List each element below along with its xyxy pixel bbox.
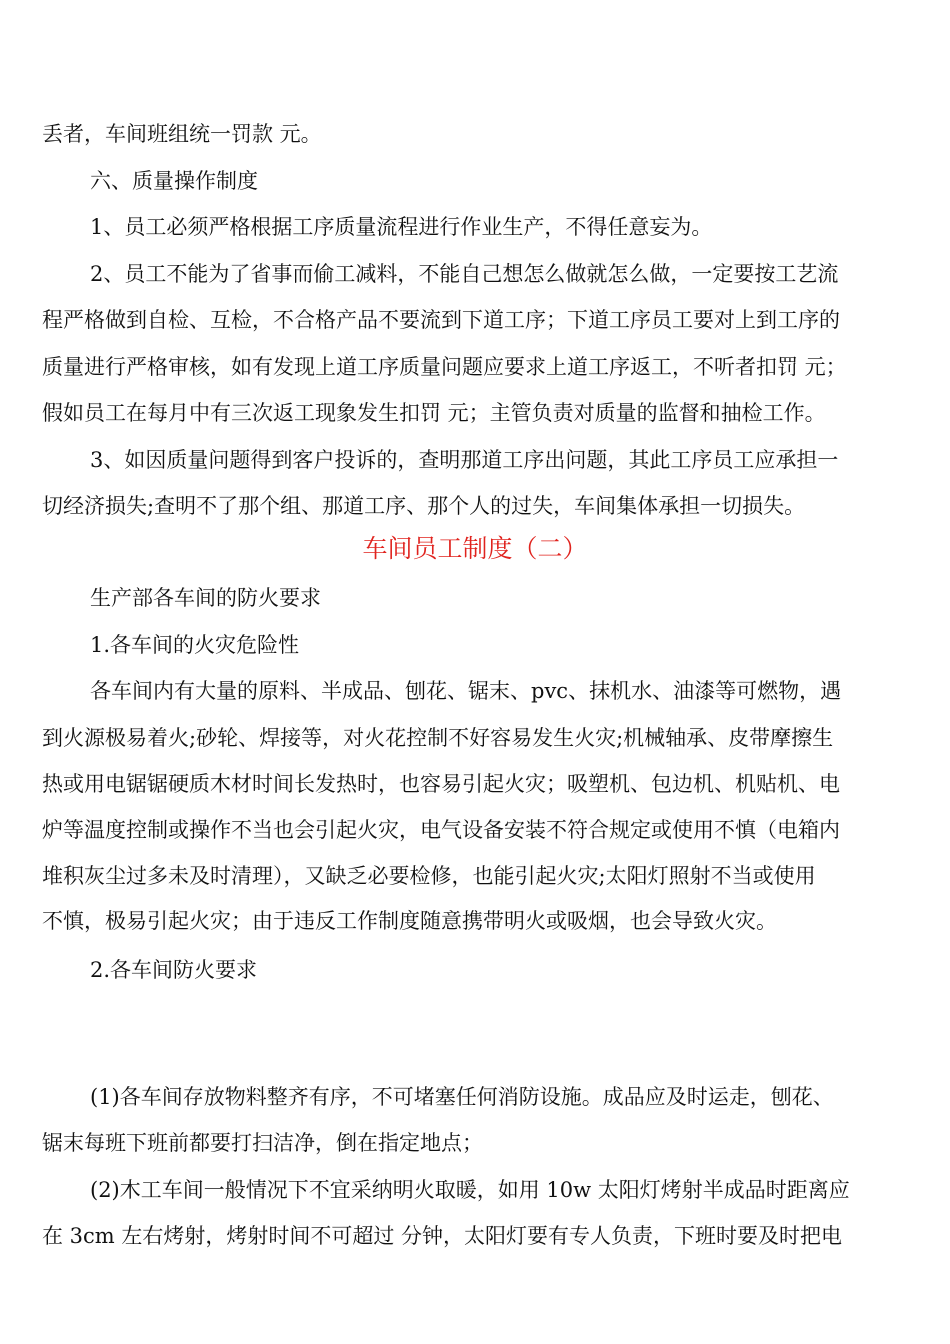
paragraph-line: 程严格做到自检、互检，不合格产品不要流到下道工序；下道工序员工要对上到工序的: [42, 308, 840, 332]
paragraph-line: 丢者，车间班组统一罚款 元。: [42, 122, 322, 146]
paragraph-line: 2、员工不能为了省事而偷工减料，不能自己想怎么做就怎么做，一定要按工艺流: [90, 262, 839, 286]
section-heading: 生产部各车间的防火要求: [90, 586, 321, 610]
paragraph-line: 热或用电锯锯硬质木材时间长发热时，也容易引起火灾；吸塑机、包边机、机贴机、电: [42, 772, 840, 796]
paragraph-line: 到火源极易着火;砂轮、焊接等，对火花控制不好容易发生火灾;机械轴承、皮带摩擦生: [42, 726, 834, 750]
paragraph-line: 不慎，极易引起火灾；由于违反工作制度随意携带明火或吸烟，也会导致火灾。: [42, 909, 777, 933]
chapter-title: 车间员工制度（二）: [362, 534, 588, 563]
paragraph-line: 在 3cm 左右烤射，烤射时间不可超过 分钟，太阳灯要有专人负责，下班时要及时把电: [42, 1224, 843, 1248]
paragraph-line: (2)木工车间一般情况下不宜采纳明火取暖，如用 10w 太阳灯烤射半成品时距离应: [90, 1178, 850, 1202]
paragraph-line: 3、如因质量问题得到客户投诉的，查明那道工序出问题，其此工序员工应承担一: [90, 448, 839, 472]
paragraph-line: 切经济损失;查明不了那个组、那道工序、那个人的过失，车间集体承担一切损失。: [42, 494, 806, 518]
paragraph-line: (1)各车间存放物料整齐有序，不可堵塞任何消防设施。成品应及时运走，刨花、: [90, 1085, 834, 1109]
section-heading: 六、质量操作制度: [90, 169, 258, 193]
section-heading: 1.各车间的火灾危险性: [90, 633, 300, 657]
paragraph-line: 假如员工在每月中有三次返工现象发生扣罚 元；主管负责对质量的监督和抽检工作。: [42, 401, 826, 425]
paragraph-line: 炉等温度控制或操作不当也会引起火灾，电气设备安装不符合规定或使用不慎（电箱内: [42, 818, 840, 842]
paragraph-line: 质量进行严格审核，如有发现上道工序质量问题应要求上道工序返工，不听者扣罚 元；: [42, 355, 847, 379]
section-heading: 2.各车间防火要求: [90, 958, 258, 982]
paragraph-line: 堆积灰尘过多未及时清理），又缺乏必要检修，也能引起火灾;太阳灯照射不当或使用: [42, 864, 816, 888]
paragraph-line: 1、员工必须严格根据工序质量流程进行作业生产，不得任意妄为。: [90, 215, 713, 239]
paragraph-line: 锯末每班下班前都要打扫洁净，倒在指定地点；: [42, 1131, 483, 1155]
paragraph-line: 各车间内有大量的原料、半成品、刨花、锯末、pvc、抹机水、油漆等可燃物，遇: [90, 679, 842, 703]
